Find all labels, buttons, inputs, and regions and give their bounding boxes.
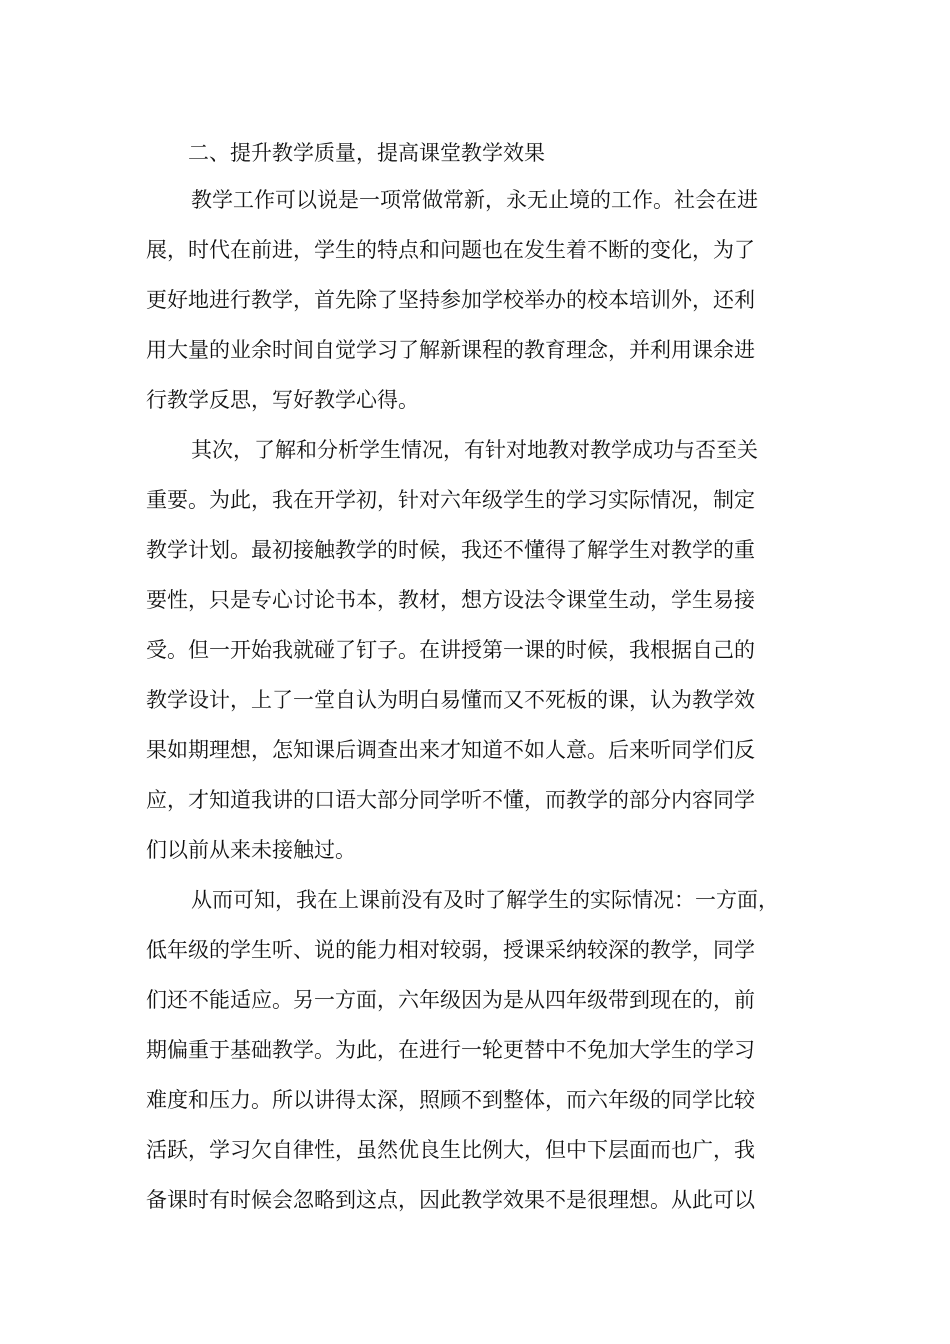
paragraph-3-line-3: 们还不能适应。另一方面，六年级因为是从四年级带到现在的，前: [146, 988, 755, 1012]
paragraph-3-line-4: 期偏重于基础教学。为此，在进行一轮更替中不免加大学生的学习: [146, 1038, 755, 1062]
section-heading: 二、提升教学质量，提高课堂教学效果: [188, 141, 545, 165]
paragraph-2-line-1: 其次，了解和分析学生情况，有针对地教对教学成功与否至关: [191, 438, 758, 462]
paragraph-1-line-1: 教学工作可以说是一项常做常新，永无止境的工作。社会在进: [191, 188, 758, 212]
paragraph-1-line-3: 更好地进行教学，首先除了坚持参加学校举办的校本培训外，还利: [146, 288, 755, 312]
paragraph-2-line-4: 要性，只是专心讨论书本，教材，想方设法令课堂生动，学生易接: [146, 588, 755, 612]
paragraph-2-line-7: 果如期理想，怎知课后调查出来才知道不如人意。后来听同学们反: [146, 738, 755, 762]
paragraph-2-line-8: 应，才知道我讲的口语大部分同学听不懂，而教学的部分内容同学: [146, 788, 755, 812]
paragraph-2-line-9: 们以前从来未接触过。: [146, 838, 356, 862]
paragraph-1-line-2: 展，时代在前进，学生的特点和问题也在发生着不断的变化，为了: [146, 238, 755, 262]
paragraph-2-line-3: 教学计划。最初接触教学的时候，我还不懂得了解学生对教学的重: [146, 538, 755, 562]
paragraph-3-line-1: 从而可知，我在上课前没有及时了解学生的实际情况：一方面，: [191, 888, 779, 912]
paragraph-2-line-6: 教学设计，上了一堂自认为明白易懂而又不死板的课，认为教学效: [146, 688, 755, 712]
paragraph-3-line-2: 低年级的学生听、说的能力相对较弱，授课采纳较深的教学，同学: [146, 938, 755, 962]
paragraph-1-line-5: 行教学反思，写好教学心得。: [146, 388, 419, 412]
paragraph-3-line-5: 难度和压力。所以讲得太深，照顾不到整体，而六年级的同学比较: [146, 1088, 755, 1112]
paragraph-1-line-4: 用大量的业余时间自觉学习了解新课程的教育理念，并利用课余进: [146, 338, 755, 362]
paragraph-2-line-2: 重要。为此，我在开学初，针对六年级学生的学习实际情况，制定: [146, 488, 755, 512]
paragraph-3-line-7: 备课时有时候会忽略到这点，因此教学效果不是很理想。从此可以: [146, 1188, 755, 1212]
paragraph-2-line-5: 受。但一开始我就碰了钉子。在讲授第一课的时候，我根据自己的: [146, 638, 755, 662]
paragraph-3-line-6: 活跃，学习欠自律性，虽然优良生比例大，但中下层面而也广，我: [146, 1138, 755, 1162]
